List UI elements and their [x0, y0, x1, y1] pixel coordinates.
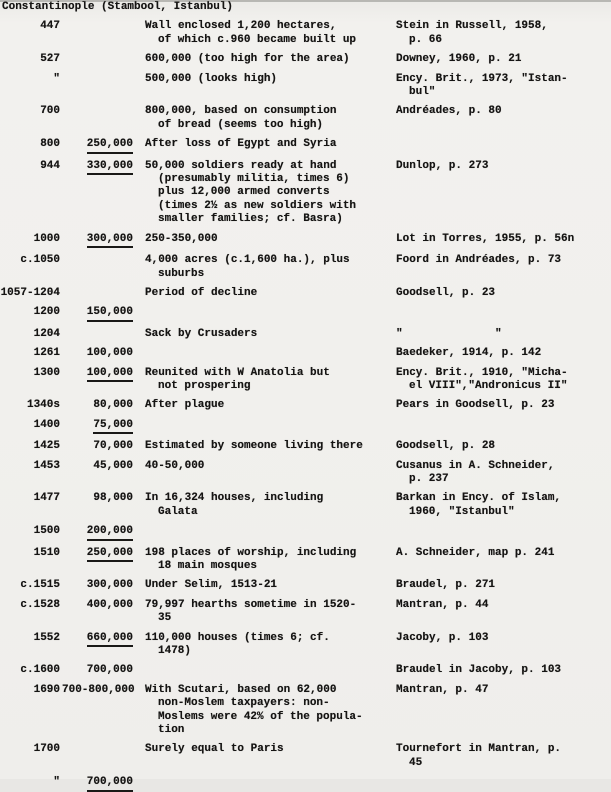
population-value: 250,000 — [87, 547, 133, 562]
table-row — [0, 399, 611, 412]
description-line: Wall enclosed 1,200 hectares, — [145, 20, 337, 33]
table-row — [0, 347, 611, 360]
description-line: 250-350,000 — [145, 232, 218, 245]
description-cell — [133, 105, 395, 132]
year-cell: 1477 — [33, 492, 60, 505]
population-cell — [62, 160, 133, 227]
table-row — [0, 579, 611, 592]
description-line: With Scutari, based on 62,000 — [145, 683, 337, 696]
description-line: plus 12,000 armed converts — [158, 186, 330, 199]
table-row — [0, 525, 611, 540]
table-row — [0, 684, 611, 738]
source-cell — [395, 547, 611, 574]
source-line: bul" — [409, 86, 436, 99]
population-cell — [62, 328, 133, 341]
population-cell — [62, 419, 133, 434]
source-line: Goodsell, p. 28 — [396, 440, 496, 453]
population-cell — [62, 73, 133, 100]
table-row — [0, 105, 611, 132]
description-cell — [133, 20, 395, 47]
source-cell — [395, 579, 611, 592]
description-line: smaller families; cf. Basra) — [158, 213, 343, 226]
description-line: not prospering — [158, 379, 251, 392]
source-cell — [395, 367, 611, 394]
year-cell: 527 — [40, 53, 60, 66]
description-line: 800,000, based on consumption — [145, 105, 337, 118]
description-line: 600,000 (too high for the area) — [145, 53, 350, 66]
source-line: Tournefort in Mantran, p. — [396, 743, 562, 756]
description-line: 35 — [158, 612, 172, 625]
population-cell — [62, 664, 133, 677]
description-line: Period of decline — [145, 286, 258, 299]
source-line: Braudel, p. 271 — [396, 579, 496, 592]
table-row — [0, 20, 611, 47]
year-cell: 1400 — [33, 418, 60, 431]
population-value: 100,000 — [87, 367, 133, 382]
table-row — [0, 460, 611, 487]
table-row — [0, 776, 611, 791]
description-line: 110,000 houses (times 6; cf. — [145, 631, 330, 644]
table-row — [0, 160, 611, 227]
year-cell: 700 — [40, 105, 60, 118]
population-cell — [62, 492, 133, 519]
table-row — [0, 53, 611, 66]
population-value: 250,000 — [87, 138, 133, 153]
population-cell — [62, 525, 133, 540]
source-line: Downey, 1960, p. 21 — [396, 53, 522, 66]
description-line: 79,997 hearths sometime in 1520- — [145, 598, 357, 611]
population-cell — [62, 287, 133, 300]
population-cell — [62, 105, 133, 132]
year-cell: 1510 — [33, 546, 60, 559]
population-cell — [62, 743, 133, 770]
source-cell — [395, 53, 611, 66]
table-row — [0, 328, 611, 341]
year-cell: 1261 — [33, 347, 60, 360]
description-line: 500,000 (looks high) — [145, 72, 278, 85]
description-cell — [133, 233, 395, 248]
year-cell: " — [53, 72, 60, 85]
page-title: Constantinople (Stambool, Istanbul) — [2, 1, 234, 13]
year-cell: 1204 — [33, 327, 60, 340]
table-row — [0, 547, 611, 574]
source-line: Baedeker, 1914, p. 142 — [396, 347, 542, 360]
description-cell — [133, 160, 395, 227]
source-line: Braudel in Jacoby, p. 103 — [396, 664, 562, 677]
table-row — [0, 73, 611, 100]
population-cell — [62, 347, 133, 360]
source-cell — [395, 328, 611, 341]
table-row — [0, 287, 611, 300]
source-line: A. Schneider, map p. 241 — [396, 546, 555, 559]
source-line: " " — [396, 327, 502, 340]
population-cell — [62, 440, 133, 453]
year-cell: 1200 — [33, 306, 60, 319]
description-line: In 16,324 houses, including — [145, 492, 324, 505]
population-cell — [62, 599, 133, 626]
year-cell: " — [53, 776, 60, 789]
description-cell — [133, 684, 395, 738]
source-cell — [395, 492, 611, 519]
source-line: Pears in Goodsell, p. 23 — [396, 399, 555, 412]
population-value: 75,000 — [93, 419, 133, 434]
description-cell — [133, 460, 395, 487]
description-cell — [133, 547, 395, 574]
population-cell — [62, 306, 133, 321]
year-cell: c.1528 — [20, 598, 60, 611]
year-cell: 1300 — [33, 366, 60, 379]
description-cell — [133, 440, 395, 453]
source-line: Andréades, p. 80 — [396, 105, 502, 118]
population-value: 70,000 — [93, 440, 133, 453]
source-line: Ency. Brit., 1910, "Micha- — [396, 366, 568, 379]
description-cell — [133, 287, 395, 300]
table-row — [0, 367, 611, 394]
description-cell — [133, 53, 395, 66]
source-cell — [395, 347, 611, 360]
source-cell — [395, 743, 611, 770]
table-row — [0, 664, 611, 677]
source-cell — [395, 460, 611, 487]
description-cell — [133, 347, 395, 360]
description-line: suburbs — [158, 267, 205, 280]
population-cell — [62, 367, 133, 394]
population-value: 660,000 — [87, 632, 133, 647]
population-value: 700,000 — [86, 664, 133, 677]
source-cell — [395, 399, 611, 412]
year-cell: 1425 — [33, 440, 60, 453]
population-cell — [62, 776, 133, 791]
table-row — [0, 743, 611, 770]
year-cell: c.1050 — [20, 254, 60, 267]
source-cell — [395, 105, 611, 132]
year-cell: c.1600 — [20, 664, 60, 677]
population-cell — [62, 399, 133, 412]
source-line: 1960, "Istanbul" — [409, 505, 515, 518]
description-line: (presumably militia, times 6) — [158, 173, 350, 186]
year-cell: 447 — [40, 20, 60, 33]
population-cell — [62, 632, 133, 659]
year-cell: 1690 — [33, 683, 60, 696]
source-line: Foord in Andréades, p. 73 — [396, 254, 562, 267]
source-line: Dunlop, p. 273 — [396, 159, 489, 172]
year-cell: 1552 — [33, 631, 60, 644]
source-line: p. 66 — [409, 33, 443, 46]
population-value: 45,000 — [93, 459, 133, 472]
source-line: Barkan in Ency. of Islam, — [396, 492, 562, 505]
description-cell — [133, 138, 395, 153]
description-line: 4,000 acres (c.1,600 ha.), plus — [145, 254, 350, 267]
source-cell — [395, 287, 611, 300]
year-cell: 1500 — [33, 525, 60, 538]
population-value: 300,000 — [86, 579, 133, 592]
population-cell — [62, 460, 133, 487]
source-cell — [395, 233, 611, 248]
year-cell: c.1515 — [20, 579, 60, 592]
population-value: 400,000 — [86, 598, 133, 611]
description-line: 1478) — [158, 645, 192, 658]
description-line: Reunited with W Anatolia but — [145, 366, 330, 379]
source-cell — [395, 254, 611, 281]
description-line: Under Selim, 1513-21 — [145, 579, 278, 592]
description-line: non-Moslem taxpayers: non- — [158, 697, 330, 710]
population-value: 98,000 — [93, 492, 133, 505]
description-line: Moslems were 42% of the popula- — [158, 710, 363, 723]
population-value: 80,000 — [93, 399, 133, 412]
description-line: After loss of Egypt and Syria — [145, 138, 337, 151]
population-table — [0, 20, 611, 791]
year-cell: 1340s — [26, 399, 60, 412]
source-cell — [395, 138, 611, 153]
source-line: Jacoby, p. 103 — [396, 631, 489, 644]
description-cell — [133, 743, 395, 770]
source-cell — [395, 776, 611, 791]
source-cell — [395, 525, 611, 540]
population-cell — [62, 579, 133, 592]
source-line: p. 237 — [409, 472, 449, 485]
table-row — [0, 419, 611, 434]
population-value: 330,000 — [87, 160, 133, 175]
population-value: 100,000 — [86, 347, 133, 360]
source-line: Mantran, p. 44 — [396, 598, 489, 611]
source-cell — [395, 20, 611, 47]
description-line: Sack by Crusaders — [145, 327, 258, 340]
population-cell — [62, 684, 133, 738]
source-line: Cusanus in A. Schneider, — [396, 459, 555, 472]
table-row — [0, 138, 611, 153]
description-line: 40-50,000 — [145, 459, 205, 472]
source-line: Mantran, p. 47 — [396, 683, 489, 696]
description-line: of bread (seems too high) — [158, 118, 324, 131]
source-line: Goodsell, p. 23 — [396, 286, 496, 299]
source-cell — [395, 160, 611, 227]
year-cell: 1700 — [33, 743, 60, 756]
description-line: Surely equal to Paris — [145, 743, 284, 756]
table-row — [0, 599, 611, 626]
description-line: Galata — [158, 505, 198, 518]
table-row — [0, 632, 611, 659]
description-cell — [133, 399, 395, 412]
year-cell: 1453 — [33, 459, 60, 472]
source-cell — [395, 632, 611, 659]
source-cell — [395, 599, 611, 626]
source-cell — [395, 306, 611, 321]
source-cell — [395, 419, 611, 434]
description-cell — [133, 328, 395, 341]
population-cell — [62, 547, 133, 574]
population-cell — [62, 233, 133, 248]
description-line: tion — [158, 724, 185, 737]
description-cell — [133, 664, 395, 677]
source-cell — [395, 73, 611, 100]
description-cell — [133, 525, 395, 540]
population-cell — [62, 138, 133, 153]
description-line: After plague — [145, 399, 225, 412]
description-cell — [133, 419, 395, 434]
year-cell: 1000 — [33, 232, 60, 245]
year-cell: 944 — [40, 159, 60, 172]
table-row — [0, 254, 611, 281]
population-cell — [62, 20, 133, 47]
table-row — [0, 306, 611, 321]
source-cell — [395, 684, 611, 738]
description-line: 50,000 soldiers ready at hand — [145, 159, 337, 172]
source-line: 45 — [409, 756, 423, 769]
description-cell — [133, 367, 395, 394]
description-line: Estimated by someone living there — [145, 440, 363, 453]
year-cell: 1057-1204 — [0, 286, 60, 299]
source-cell — [395, 664, 611, 677]
description-line: 198 places of worship, including — [145, 546, 357, 559]
population-value: 300,000 — [87, 233, 133, 248]
description-cell — [133, 599, 395, 626]
table-row — [0, 492, 611, 519]
population-cell — [62, 254, 133, 281]
description-cell — [133, 776, 395, 791]
population-value: 700-800,000 — [62, 683, 135, 696]
source-line: Stein in Russell, 1958, — [396, 20, 548, 33]
table-row — [0, 233, 611, 248]
year-cell: 800 — [40, 138, 60, 151]
description-cell — [133, 254, 395, 281]
description-cell — [133, 73, 395, 100]
description-cell — [133, 579, 395, 592]
population-value: 700,000 — [87, 776, 133, 791]
source-cell — [395, 440, 611, 453]
description-cell — [133, 632, 395, 659]
description-line: (times 2½ as new soldiers with — [158, 199, 357, 212]
table-row — [0, 440, 611, 453]
description-line: of which c.960 became built up — [158, 33, 357, 46]
source-line: el VIII","Andronicus II" — [409, 379, 568, 392]
description-cell — [133, 492, 395, 519]
source-line: Ency. Brit., 1973, "Istan- — [396, 72, 568, 85]
population-cell — [62, 53, 133, 66]
description-line: 18 main mosques — [158, 560, 258, 572]
description-cell — [133, 306, 395, 321]
source-line: Lot in Torres, 1955, p. 56n — [396, 232, 575, 245]
population-value: 150,000 — [87, 306, 133, 321]
population-value: 200,000 — [87, 525, 133, 540]
